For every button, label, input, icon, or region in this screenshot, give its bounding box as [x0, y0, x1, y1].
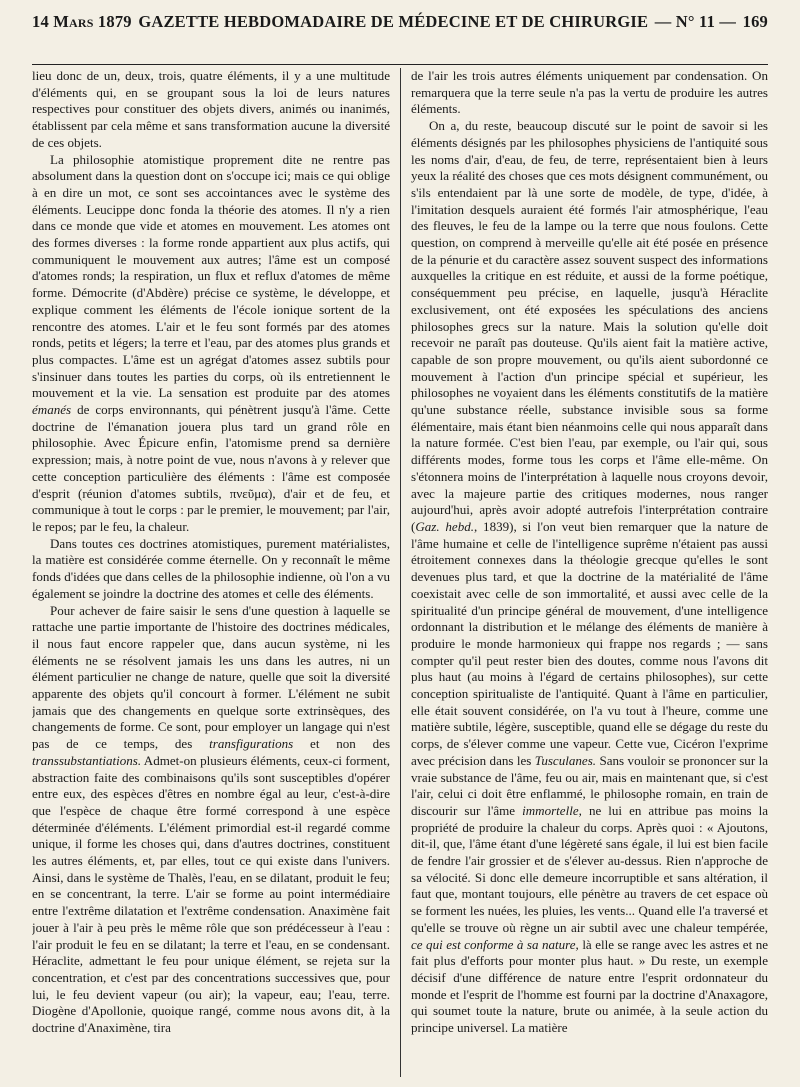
paragraph: Dans toutes ces doctrines atomistiques, purement matérialistes, la matière est considérée comme éternelle. On y reconnaît le même fonds d'idées que dans celles de la philosophie indienne, où l'on a vu également se joindre la doctrine des atomes et celle des éléments. — [32, 535, 390, 601]
italic-term: transsubstantiations. — [32, 752, 142, 768]
paragraph: On a, du reste, beaucoup discuté sur le point de savoir si les éléments désignés par les philosophes physiciens de l'antiquité sous les noms d'air, d'eau, de feu, de terre, représentaient bien à leurs yeux la réalité des choses que ces mots désignent communément, ou s'ils entendaient par là une sorte de modèle, de type, d'idée, à l'imitation desquels auraient été formés l'air atmosphérique, l'eau des fleuves, le feu de la lampe ou la terre que nous foulons. Cette question, on comprend à merveille qu'elle ait été posée en présence de la pénurie et du caractère assez souvent suspect des informations auxquelles la critique en est réduite, et aussi de la forme poétique, conséquemment peu précise, en laquelle, jusqu'à Héraclite exclusivement, ont été exposées les spéculations des anciens philosophes grecs sur la nature. Mais la solution qu'elle doit recevoir ne paraît pas douteuse. Qu'ils aient fait la matière active, capable de son propre mouvement, ou qu'ils aient subordonné ce mouvement à l'action d'un principe spécial et supérieur, les philosophes ne voyaient dans les éléments constitutifs de la matière qu'une substance réelle, substance invisible sous sa forme élémentaire, mais étant bien néanmoins celle qui nous apparaît dans la nature formée. C'est bien l'eau, par exemple, ou l'air qui, sous différents modes, forme tous les corps et l'âme elle-même. On s'étonnera moins de l'interprétation à laquelle nous croyons devoir, avec la majeure partie des critiques modernes, nous ranger aujourd'hui, après avoir adopté autrefois l'interprétation contraire (Gaz. hebd., 1839), si l'on veut bien remarquer que la nature de l'âme humaine et celle de l'intelligence suprême n'étaient pas aussi étroitement connexes dans la théologie grecque qu'elles le sont devenues plus tard, et que la doctrine de la matérialité de l'âme coexistait avec celle de son immortalité, et aussi avec celle de la spiritualité d'un principe général de mouvement, d'une intelligence ordonnant la distribution et le mélange des éléments de manière à produire le monde harmonieux qui frappe nos regards ; — sans compter qu'il peut rester bien des doutes, comme nous l'avons dit plus haut (au moins à l'égard de certains philosophes), sur cette conception spiritualiste de l'antiquité. Quant à l'âme en particulier, elle était souvent considérée, on l'a vu tout à l'heure, comme une matière subtile, légère, susceptible, quand elle se dégage du reste du corps, de s'élever comme une vapeur. Cette vue, Cicéron l'exprime avec précision dans les Tusculanes. Sans vouloir se prononcer sur la vraie substance de l'âme, feu ou air, mais en maintenant que, si c'est l'air, celui ci doit être enflammé, le philosophe romain, en train de discourir sur l'âme immortelle, ne lui en attribue pas moins la propriété de produire la chaleur du corps. Après quoi : « Ajoutons, dit-il, que, l'âme étant d'une légèreté sans égale, il lui est bien facile de fendre l'air grossier et de s'élever au-dessus. Rien n'approche de sa vélocité. Si donc elle demeure incorruptible et sans altération, il faut que, montant toujours, elle pénètre au travers de cet espace où se forment les nuées, les pluies, les vents... Quand elle l'a traversé et qu'elle se trouve où règne un air subtil avec une chaleur tempérée, ce qui est conforme à sa nature, là elle se range avec les astres et ne fait plus d'efforts pour monter plus haut. » Du reste, un exemple décisif d'une différence de nature entre l'esprit ordonnateur du monde et l'esprit de l'homme est fourni par la doctrine d'Anaxagore, qui soumet toute la nature, brute ou animée, à la seule action du principe universel. La matière — [411, 118, 768, 1036]
left-column — [32, 68, 400, 1077]
italic-title: Tusculanes. — [534, 752, 597, 768]
two-column-body — [32, 68, 768, 1077]
running-head — [32, 12, 768, 42]
paragraph: Pour achever de faire saisir le sens d'une question à laquelle se rattache une partie importante de l'histoire des doctrines médicales, il nous faut encore rappeler que, dans aucun système, ni les éléments ne se résolvent jamais les uns dans les autres, ni un élément particulier ne change de nature, quelle que soit la diversité apparente des objets qu'il concourt à former. L'élément ne subit jamais que des changements en quelque sorte extrinsèques, des changements de forme. Ce sont, pour employer un langage qui n'est pas de ce temps, des transfigurations et non des transsubstantiations. Admet-on plusieurs éléments, ceux-ci forment, abstraction faite des combinaisons qu'ils sont susceptibles d'opérer entre eux, des espèces d'êtres en nombre égal au leur, c'est-à-dire que l'espèce de chaque être formé correspond à une espèce déterminée d'éléments. L'élément primordial est-il regardé comme unique, il forme les choses qui, dans d'autres doctrines, constituent les autres éléments, et, par elles, tout ce qui existe dans l'univers. Ainsi, dans le système de Thalès, l'eau, en se dilatant, produit le feu; en se concentrant, la terre. L'air se forme au point intermédiaire entre l'extrême dilatation et l'extrême condensation. Anaximène fait jouer à l'air à peu près le même rôle que son prédécesseur à l'eau : l'air produit le feu en se dilatant; la terre et l'eau, en se condensant. Héraclite, admettant le feu pour unique élément, se rejeta sur la concentration, et c'est par des concentrations successives que, pour lui, le feu devient vapeur (ou air); la vapeur, eau; l'eau, terre. Diogène d'Apollonie, quoique rangé, comme nous avons dit, à la doctrine d'Anaximène, tira — [32, 602, 391, 1036]
page-number: 169 — [742, 12, 768, 31]
issue-number: — N° 11 — — [654, 12, 737, 31]
journal-title: GAZETTE HEBDOMADAIRE DE MÉDECINE ET DE CHIRURGIE — [138, 12, 649, 31]
header-rule — [32, 64, 768, 65]
italic-term: émanés — [32, 402, 72, 418]
greek-word: πνεῦμα — [229, 485, 269, 501]
right-column — [400, 68, 768, 1077]
italic-term: transfigurations — [209, 736, 294, 752]
italic-quote: ce qui est conforme à sa nature, — [411, 936, 579, 952]
citation: Gaz. hebd. — [415, 518, 475, 534]
italic-term: immortelle, — [522, 802, 582, 818]
issue-date: 14 Mars 1879 — [32, 12, 132, 31]
paragraph: La philosophie atomistique proprement dite ne rentre pas absolument dans la question dont on s'occupe ici; mais ce qui oblige à en dire un mot, ce sont ses accointances avec le système des éléments. Leucippe donc fonda la théorie des atomes. Il n'y a rien dans ce monde que vide et atomes en mouvement. Les atomes ont des formes diverses : la forme ronde appartient aux plus actifs, qui communiquent le mouvement aux autres; l'âme est un composé d'atomes ronds; la respiration, un flux et reflux d'atomes de même forme. Démocrite (d'Abdère) précise ce système, le développe, et explique comment les éléments de l'école ionique sortent de la rencontre des atomes. L'air et le feu sont formés par des atomes ronds, petits et légers; la terre et l'eau, par des atomes plus grands et plus compactes. L'âme est un agrégat d'atomes assez subtils pour s'insinuer dans toutes les parties du corps, où ils entretiennent le mouvement et la vie. La sensation est produite par des atomes émanés de corps environnants, qui pénètrent jusqu'à l'âme. Cette doctrine de l'émanation jouera plus tard un grand rôle en philosophie. Avec Épicure enfin, l'atomisme prend sa dernière expression; mais, à notre point de vue, nous n'avons à y relever que cette conception particulière des éléments : l'âme est composée d'esprit (réunion d'atomes subtils, πνεῦμα), d'air et de feu, et communique à tout le corps : par le premier, le mouvement; par l'air, le repos; par le feu, la chaleur. — [32, 151, 390, 534]
paragraph: de l'air les trois autres éléments uniquement par condensation. On remarquera que la terre seule n'a pas la vertu de produire les autres éléments. — [411, 68, 768, 117]
paragraph: lieu donc de un, deux, trois, quatre éléments, il y a une multitude d'éléments qui, en se groupant sous la loi de leurs natures respectives pour constituer des objets divers, animés ou inanimés, établissent par cela même et sans transformation aucune la diversité de ces objets. — [32, 68, 390, 150]
